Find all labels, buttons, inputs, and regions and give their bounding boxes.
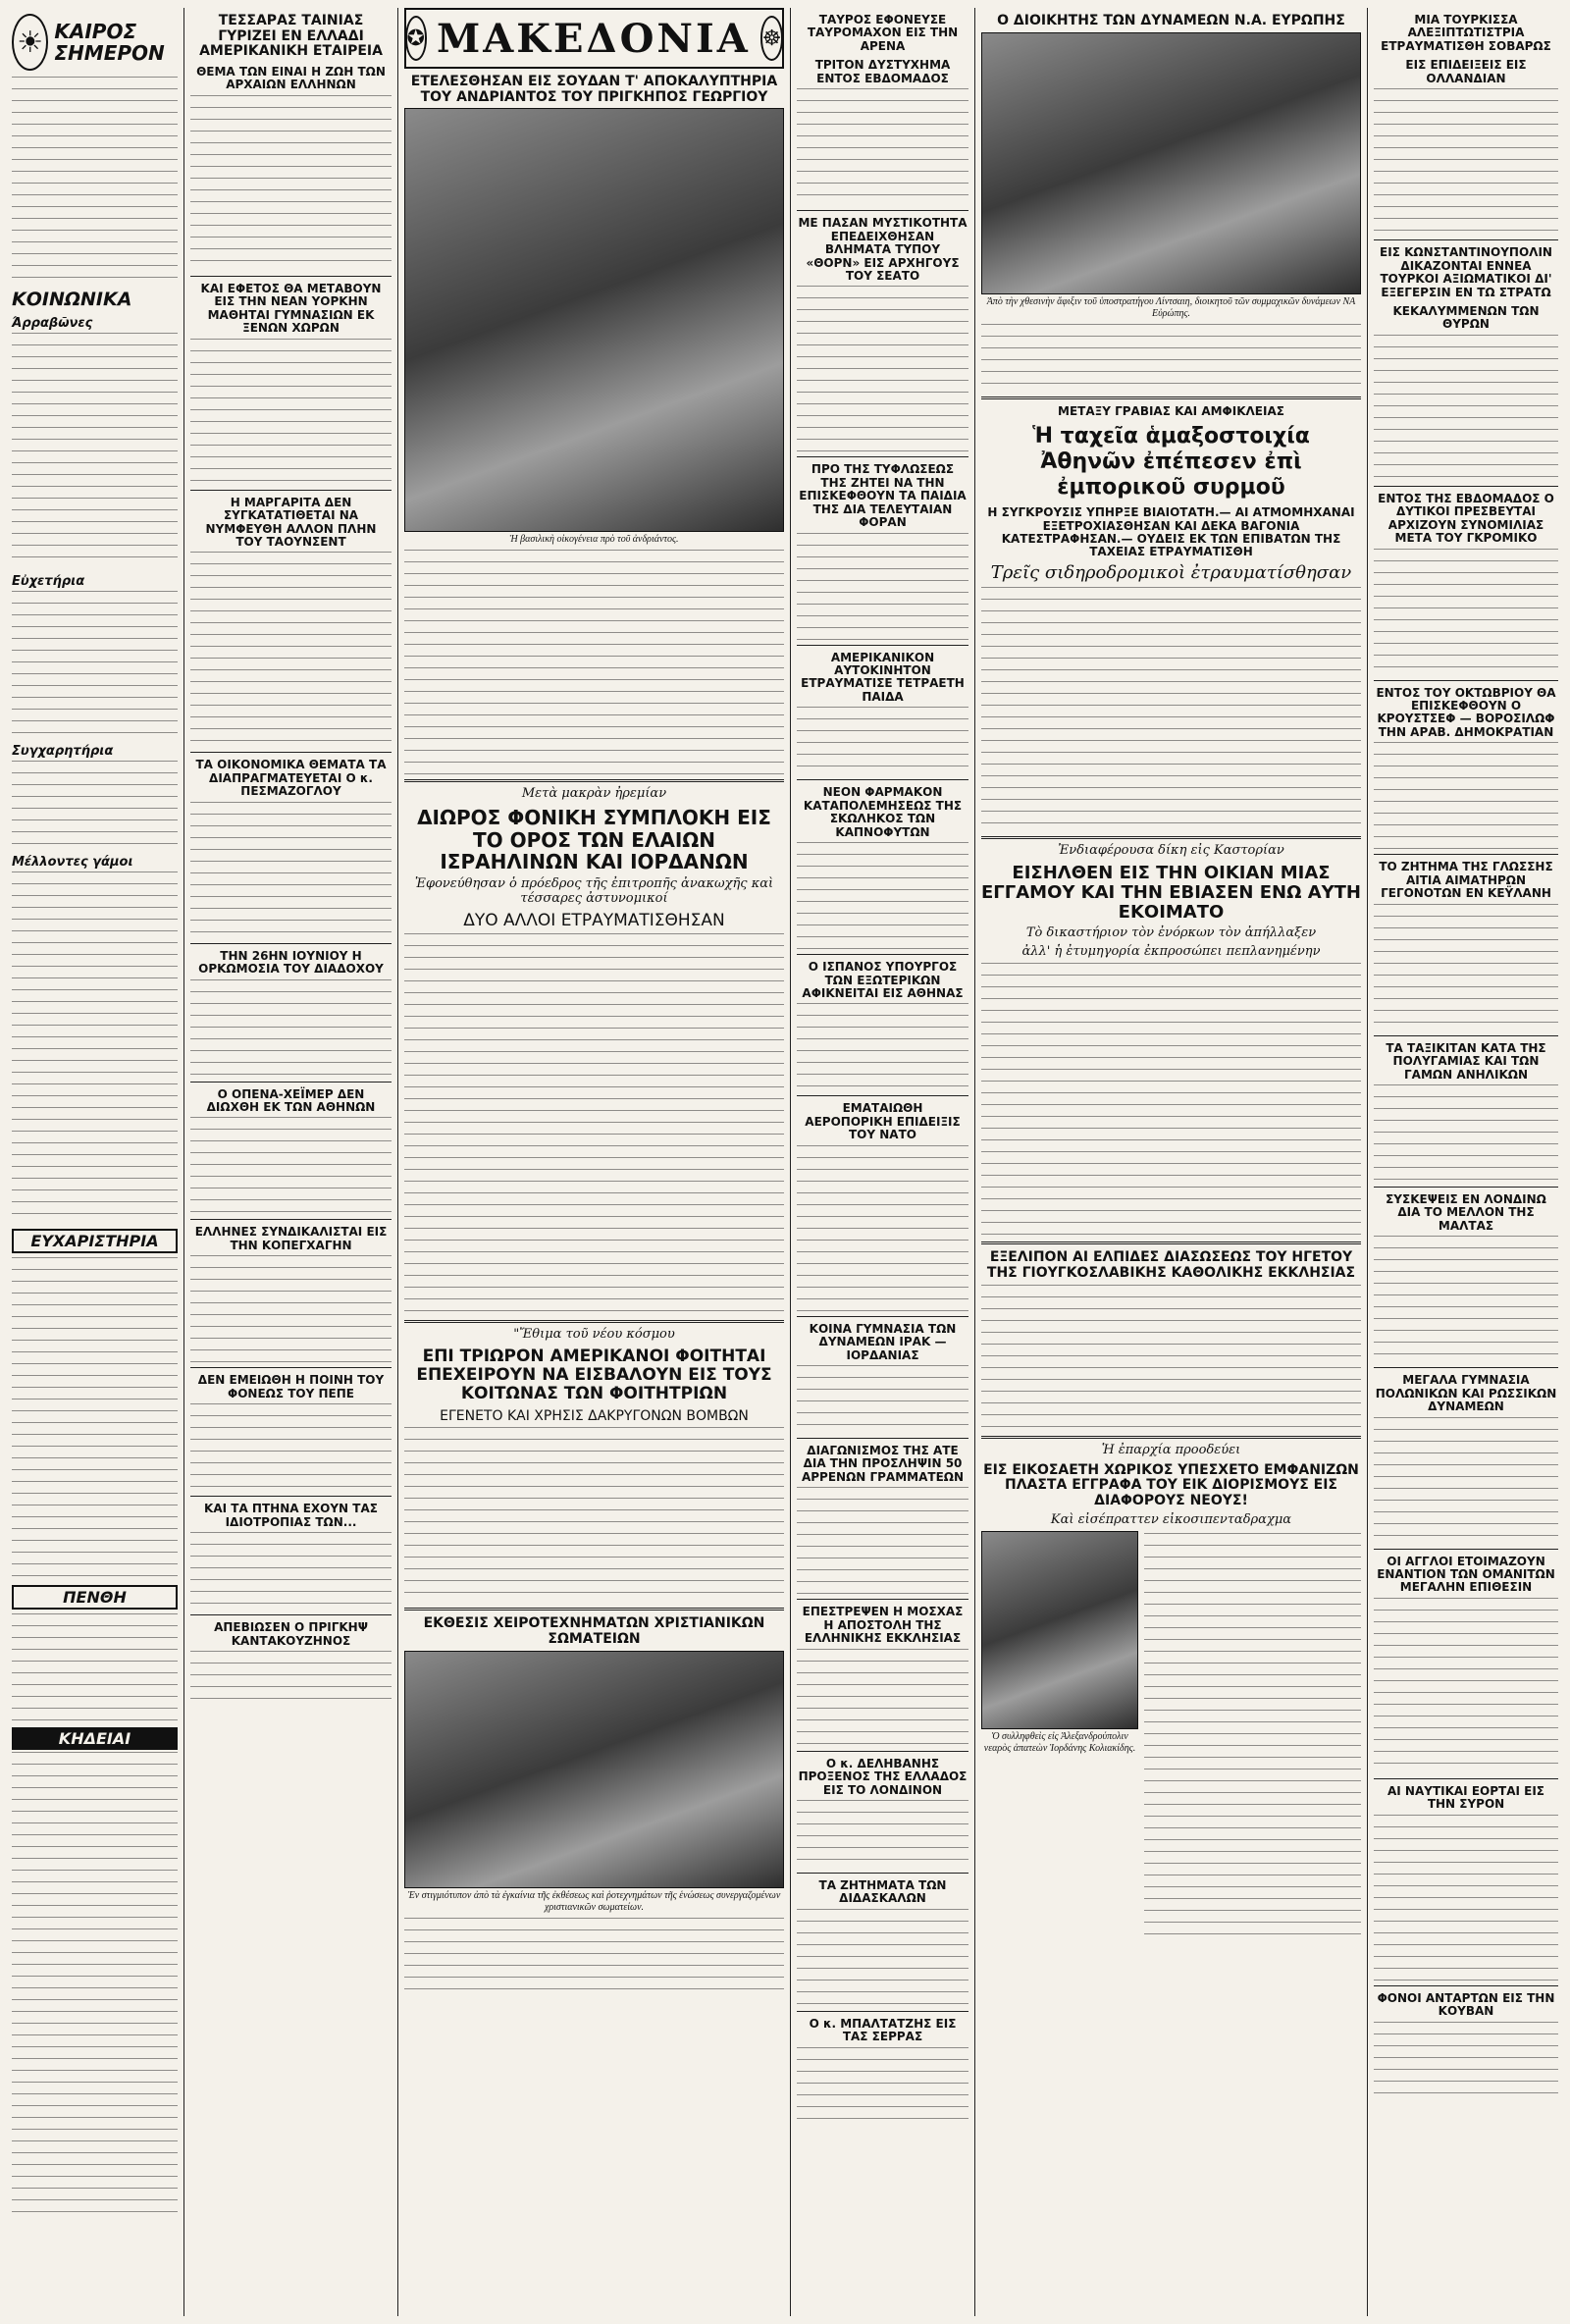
headline-baltatzis: Ο κ. ΜΠΑΛΤΑΤΖΗΣ ΕΙΣ ΤΑΣ ΣΕΡΡΑΣ [809,2016,957,2044]
nato-text [981,324,1361,393]
students-deck: ΕΓΕΝΕΤΟ ΚΑΙ ΧΡΗΣΙΣ ΔΑΚΡΥΓΟΝΩΝ ΒΟΜΒΩΝ [440,1407,749,1424]
masthead-emblem-left-icon: ✪ [405,16,427,61]
headline-omanis: ΟΙ ΑΓΓΛΟΙ ΕΤΟΙΜΑΖΟΥΝ ΕΝΑΝΤΙΟΝ ΤΩΝ ΟΜΑΝΙΤΩΝ ΜΕΓΑΛΗΝ ΕΠΙΘΕΣΙΝ [1377,1554,1555,1595]
kastoria-headline: ΕΙΣΗΛΘΕΝ ΕΙΣ ΤΗΝ ΟΙΚΙΑΝ ΜΙΑΣ ΕΓΓΑΜΟΥ ΚΑΙ ΤΗΝ ΕΒΙΑΣΕΝ ΕΝΩ ΑΥΤΗ ΕΚΟΙΜΑΤΟ [981,862,1361,924]
nato-caption: Ἀπὸ τὴν χθεσινὴν ἄφιξιν τοῦ ὑποστρατήγου Λίντσαιη, διοικητοῦ τῶν συμμαχικῶν δυνάμεων ΝΑ Εὐρώπης. [986,295,1356,319]
subhead-turkish-officers: ΚΕΚΑΛΥΜΜΕΝΩΝ ΤΩΝ ΘΥΡΩΝ [1392,303,1540,332]
headline-car: ΑΜΕΡΙΚΑΝΙΚΟΝ ΑΥΤΟΚΙΝΗΤΟΝ ΕΤΡΑΥΜΑΤΙΣΕ ΤΕΤΡΑΕΤΗ ΠΑΙΔΑ [801,650,965,704]
teachers-text [797,1909,968,2007]
gromyko-text [1374,549,1558,676]
statue-photo [404,108,784,532]
polygamy-text [1374,1084,1558,1183]
headline-nato-air: ΕΜΑΤΑΙΩΘΗ ΑΕΡΟΠΟΡΙΚΗ ΕΠΙΔΕΙΞΙΣ ΤΟΥ ΝΑΤΟ [805,1101,961,1142]
section-kideiai: ΚΗΔΕΙΑΙ [12,1727,178,1750]
masthead-emblem-right-icon: ☸ [760,16,784,61]
nato-air-text [797,1145,968,1312]
spain-text [797,1003,968,1091]
thorn-text [797,286,968,452]
headline-bull: ΤΑΥΡΟΣ ΕΦΟΝΕΥΣΕ ΤΑΥΡΟΜΑΧΟΝ ΕΙΣ ΤΗΝ ΑΡΕΝΑ [807,13,959,53]
exhibit-text [404,1918,784,1996]
headline-economic: ΤΑ ΟΙΚΟΝΟΜΙΚΑ ΘΕΜΑΤΑ ΤΑ ΔΙΑΠΡΑΓΜΑΤΕΥΕΤΑΙ Ο κ. ΠΕΣΜΑΖΟΓΛΟΥ [195,758,387,799]
pepe-text [190,1403,392,1492]
column-4 [791,8,975,2316]
penthi-text [12,1613,178,1721]
weather-text [12,77,178,283]
headline-ate: ΔΙΑΓΩΝΙΣΜΟΣ ΤΗΣ ΑΤΕ ΔΙΑ ΤΗΝ ΠΡΟΣΛΗΨΙΝ 50 ΑΡΡΕΝΩΝ ΓΡΑΜΜΑΤΕΩΝ [801,1444,965,1484]
weather-box [12,14,178,71]
gamoi-text [12,872,178,1225]
baltatzis-text [797,2047,968,2126]
headline-oath: ΤΗΝ 26ΗΝ ΙΟΥΝΙΟΥ Η ΟΡΚΩΜΟΣΙΑ ΤΟΥ ΔΙΑΔΟΧΟΥ [198,948,384,977]
oppenheimer-text [190,1117,392,1215]
kastoria-kicker: Ἐνδιαφέρουσα δίκη εἰς Καστορίαν [1058,842,1284,858]
nato-headline: Ο ΔΙΟΙΚΗΤΗΣ ΤΩΝ ΔΥΝΑΜΕΩΝ Ν.Α. ΕΥΡΩΠΗΣ [997,13,1345,28]
headline-polish-russian: ΜΕΓΑΛΑ ΓΥΜΝΑΣΙΑ ΠΟΛΩΝΙΚΩΝ ΚΑΙ ΡΩΣΣΙΚΩΝ ΔΥΝΑΜΕΩΝ [1375,1373,1557,1414]
suspect-caption: Ὁ συλληφθεὶς εἰς Ἀλεξανδρούπολιν νεαρὸς ἀπατεὼν Ἰορδάνης Κολιακίδης. [983,1730,1136,1754]
lead-text [404,550,784,775]
section-sygkharitiria: Συγχαρητήρια [12,744,114,759]
nato-photo [981,32,1361,294]
kastoria-text [981,963,1361,1238]
birds-text [190,1532,392,1611]
iraq-text [797,1365,968,1434]
section-koinonika: ΚΟΙΝΩΝΙΚΑ [12,289,132,310]
kastoria-subhead-1: Τὸ δικαστήριον τὸν ἐνόρκων τὸν ἀπήλλαξεν [1025,925,1317,941]
section-eukhetiria: Εὐχετήρια [12,574,85,589]
statue-caption: Ἡ βασιλικὴ οἰκογένεια πρὸ τοῦ ἀνδριάντος. [509,534,679,546]
headline-spain: Ο ΙΣΠΑΝΟΣ ΥΠΟΥΡΓΟΣ ΤΩΝ ΕΞΩΤΕΡΙΚΩΝ ΑΦΙΚΝΕΙΤΑΙ ΕΙΣ ΑΘΗΝΑΣ [802,960,964,1000]
headline-cuba: ΦΟΝΟΙ ΑΝΤΑΡΤΩΝ ΕΙΣ ΤΗΝ ΚΟΥΒΑΝ [1377,1990,1555,2019]
headline-blind: ΠΡΟ ΤΗΣ ΤΥΦΛΩΣΕΩΣ ΤΗΣ ΖΗΤΕΙ ΝΑ ΤΗΝ ΕΠΙΣΚΕΦΘΟΥΝ ΤΑ ΠΑΙΔΙΑ ΤΗΣ ΔΙΑ ΤΕΛΕΥΤΑΙΑΝ ΦΟΡΑΝ [799,462,967,530]
headline-gromyko: ΕΝΤΟΣ ΤΗΣ ΕΒΔΟΜΑΔΟΣ Ο ΔΥΤΙΚΟΙ ΠΡΕΣΒΕΥΤΑΙ ΑΡΧΙΖΟΥΝ ΣΥΝΟΜΙΛΙΑΣ ΜΕΤΑ ΤΟΥ ΓΚΡΟΜΙΚΟ [1378,491,1554,546]
headline-pepe: ΔΕΝ ΕΜΕΙΩΘΗ Η ΠΟΙΝΗ ΤΟΥ ΦΟΝΕΩΣ ΤΟΥ ΠΕΠΕ [197,1373,385,1400]
jordan-subhead: Ἐφονεύθησαν ὁ πρόεδρος τῆς ἐπιτροπῆς ἀνακωχῆς καὶ τέσσαρες ἀστυνομικοί [414,875,774,906]
headline-margaret: Η ΜΑΡΓΑΡΙΤΑ ΔΕΝ ΣΥΓΚΑΤΑΤΙΘΕΤΑΙ ΝΑ ΝΥΜΦΕΥΘΗ ΑΛΛΟΝ ΠΛΗΝ ΤΟΥ ΤΑΟΥΝΣΕΝΤ [205,495,377,549]
yugo-headline: ΕΞΕΛΙΠΟΝ ΑΙ ΕΛΠΙΔΕΣ ΔΙΑΣΩΣΕΩΣ ΤΟΥ ΗΓΕΤΟΥ ΤΗΣ ΓΙΟΥΓΚΟΣΛΑΒΙΚΗΣ ΚΑΘΟΛΙΚΗΣ ΕΚΚΛΗΣΙΑΣ [986,1249,1356,1281]
headline-delivanis: Ο κ. ΔΕΛΗΒΑΝΗΣ ΠΡΟΞΕΝΟΣ ΤΗΣ ΕΛΛΑΔΟΣ ΕΙΣ ΤΟ ΛΟΝΔΙΝΟΝ [798,1756,968,1797]
eukharistiria-text [12,1257,178,1581]
section-eukharistiria: ΕΥΧΑΡΙΣΤΗΡΙΑ [12,1229,178,1253]
delivanis-text [797,1800,968,1869]
yugo-text [981,1285,1361,1432]
headline-tobacco: ΝΕΟΝ ΦΑΡΜΑΚΟΝ ΚΑΤΑΠΟΛΕΜΗΣΕΩΣ ΤΗΣ ΣΚΩΛΗΚΟΣ ΤΩΝ ΚΑΠΝΟΦΥΤΩΝ [803,785,963,839]
kantakouzinos-text [190,1651,392,1710]
headline-thorn: ΜΕ ΠΑΣΑΝ ΜΥΣΤΙΚΟΤΗΤΑ ΕΠΕΔΕΙΧΘΗΣΑΝ ΒΛΗΜΑΤΑ ΤΥΠΟΥ «ΘΟΡΝ» ΕΙΣ ΑΡΧΗΓΟΥΣ ΤΟΥ ΣΕΑΤΟ [798,216,968,283]
headline-films: ΤΕΣΣΑΡΑΣ ΤΑΙΝΙΑΣ ΓΥΡΙΖΕΙ ΕΝ ΕΛΛΑΔΙ ΑΜΕΡΙΚΑΝΙΚΗ ΕΤΑΙΡΕΙΑ [199,13,383,60]
weather-title: ΚΑΙΡΟΣ ΣΗΜΕΡΟΝ [54,20,165,65]
oath-text [190,979,392,1078]
jordan-text [404,933,784,1316]
jordan-headline: ΔΙΩΡΟΣ ΦΟΝΙΚΗ ΣΥΜΠΛΟΚΗ ΕΙΣ ΤΟ ΟΡΟΣ ΤΩΝ ΕΛΑΙΩΝ ΙΣΡΑΗΛΙΝΩΝ ΚΑΙ ΙΟΡΔΑΝΩΝ [417,806,771,874]
headline-birds: ΚΑΙ ΤΑ ΠΤΗΝΑ ΕΧΟΥΝ ΤΑΣ ΙΔΙΟΤΡΟΠΙΑΣ ΤΩΝ... [204,1502,378,1529]
kideiai-text [12,1752,178,2223]
margaret-text [190,552,392,748]
subhead-parachutist: ΕΙΣ ΕΠΙΔΕΙΞΕΙΣ ΕΙΣ ΟΛΛΑΝΔΙΑΝ [1405,58,1527,85]
headline-new-york: ΚΑΙ ΕΦΕΤΟΣ ΘΑ ΜΕΤΑΒΟΥΝ ΕΙΣ ΤΗΝ ΝΕΑΝ ΥΟΡΚΗΝ ΜΑΘΗΤΑΙ ΓΥΜΝΑΣΙΩΝ ΕΚ ΞΕΝΩΝ ΧΩΡΩΝ [200,281,382,336]
exhibit-caption: Ἐν στιγμιότυπον ἀπὸ τὰ ἐγκαίνια τῆς ἐκθέσεως καὶ ῥοτεχνημάτων τῆς ἑνώσεως συνεργαζομένων χριστιανικῶν σωματείων. [407,1889,781,1913]
column-5 [975,8,1368,2316]
headline-teachers: ΤΑ ΖΗΤΗΜΑΤΑ ΤΩΝ ΔΙΔΑΣΚΑΛΩΝ [818,1877,947,1906]
headline-polygamy: ΤΑ ΤΑΞΙΚΙΤΑΝ ΚΑΤΑ ΤΗΣ ΠΟΛΥΓΑΜΙΑΣ ΚΑΙ ΤΩΝ ΓΑΜΩΝ ΑΝΗΛΙΚΩΝ [1386,1040,1546,1082]
column-3 [398,8,791,2316]
train-text [981,587,1361,832]
students-kicker: "Ἔθιμα τοῦ νέου κόσμου [513,1326,675,1342]
cuba-text [1374,2022,1558,2100]
jordan-deck: ΔΥΟ ΑΛΛΟΙ ΕΤΡΑΥΜΑΤΙΣΘΗΣΑΝ [463,910,725,930]
exhibit-headline: ΕΚΘΕΣΙΣ ΧΕΙΡΟΤΕΧΝΗΜΑΤΩΝ ΧΡΙΣΤΙΑΝΙΚΩΝ ΣΩΜΑΤΕΙΩΝ [423,1615,765,1647]
village-kicker: Ἡ ἐπαρχία προοδεύει [1101,1442,1241,1457]
village-subhead: Καὶ εἰσέπραττεν εἰκοσιπενταδραχμα [1050,1511,1292,1527]
headline-ceylon: ΤΟ ΖΗΤΗΜΑ ΤΗΣ ΓΛΩΣΣΗΣ ΑΙΤΙΑ ΑΙΜΑΤΗΡΩΝ ΓΕΓΟΝΟΤΩΝ ΕΝ ΚΕΫΛΑΝΗ [1379,860,1553,901]
bull-text [797,88,968,206]
arravones-text [12,333,178,568]
column-6 [1368,8,1564,2316]
parachutist-text [1374,88,1558,236]
omanis-text [1374,1598,1558,1774]
headline-khrushchev: ΕΝΤΟΣ ΤΟΥ ΟΚΤΩΒΡΙΟΥ ΘΑ ΕΠΙΣΚΕΦΘΟΥΝ Ο ΚΡΟΥΣΤΣΕΦ — ΒΟΡΟΣΙΛΩΦ ΤΗΝ ΑΡΑΒ. ΔΗΜΟΚΡΑΤΙΑΝ [1376,685,1556,739]
headline-unionists: ΕΛΛΗΝΕΣ ΣΥΝΔΙΚΑΛΙΣΤΑΙ ΕΙΣ ΤΗΝ ΚΟΠΕΓΧΑΓΗΝ [194,1225,388,1252]
polish-russian-text [1374,1417,1558,1545]
jordan-kicker: Μετὰ μακρὰν ἠρεμίαν [521,786,667,802]
section-mellontes-gamoi: Μέλλοντες γάμοι [12,855,133,870]
sun-icon: ☀ [12,14,48,71]
train-subhead: Η ΣΥΓΚΡΟΥΣΙΣ ΥΠΗΡΞΕ ΒΙΑΙΟΤΑΤΗ.— ΑΙ ΑΤΜΟΜΗΧΑΝΑΙ ΕΞΕΤΡΟΧΙΑΣΘΗΣΑΝ ΚΑΙ ΔΕΚΑ ΒΑΓΟΝΙΑ ΚΑΤΕΣΤΡΑΦΗΣΑΝ.— ΟΥΔΕΙΣ ΕΚ ΤΩΝ ΕΠΙΒΑΤΩΝ ΤΗΣ ΤΑΧΕΙΑΣ ΕΤΡΑΥΜΑΤΙΣΘΗ [987,505,1355,559]
car-text [797,707,968,775]
students-text [404,1427,784,1604]
column-1 [6,8,184,2316]
masthead [404,8,784,69]
syros-text [1374,1815,1558,1981]
moscow-text [797,1649,968,1747]
students-headline: ΕΠΙ ΤΡΙΩΡΟΝ ΑΜΕΡΙΚΑΝΟΙ ΦΟΙΤΗΤΑΙ ΕΠΕΧΕΙΡΟΥΝ ΝΑ ΕΙΣΒΑΛΟΥΝ ΕΙΣ ΤΟΥΣ ΚΟΙΤΩΝΑΣ ΤΩΝ ΦΟΙΤΗΤΡΙΩΝ [416,1346,772,1403]
headline-turkish-officers: ΕΙΣ ΚΩΝΣΤΑΝΤΙΝΟΥΠΟΛΙΝ ΔΙΚΑΖΟΝΤΑΙ ΕΝΝΕΑ ΤΟΥΡΚΟΙ ΑΞΙΩΜΑΤΙΚΟΙ ΔΙ' ΕΞΕΓΕΡΣΙΝ ΕΝ ΤΩ ΣΤΡΑΤΩ [1380,245,1552,299]
khrushchev-text [1374,742,1558,850]
headline-moscow: ΕΠΕΣΤΡΕΨΕΝ Η ΜΟΣΧΑΣ Η ΑΠΟΣΤΟΛΗ ΤΗΣ ΕΛΛΗΝΙΚΗΣ ΕΚΚΛΗΣΙΑΣ [802,1605,964,1646]
ate-text [797,1487,968,1595]
unionists-text [190,1255,392,1363]
headline-oppenheimer: Ο ΟΠΕΝΑ-ΧΕΪΜΕΡ ΔΕΝ ΔΙΩΧΘΗ ΕΚ ΤΩΝ ΑΘΗΝΩΝ [206,1086,376,1115]
headline-iraq: ΚΟΙΝΑ ΓΥΜΝΑΣΙΑ ΤΩΝ ΔΥΝΑΜΕΩΝ ΙΡΑΚ — ΙΟΡΔΑΝΙΑΣ [809,1321,957,1362]
sygkharitiria-text [12,761,178,849]
eukhetiria-text [12,591,178,738]
train-headline: Ἡ ταχεῖα ἁμαξοστοιχία Ἀθηνῶν ἐπέπεσεν ἐπὶ ἐμπορικοῦ συρμοῦ [1032,424,1310,501]
headline-syros: ΑΙ ΝΑΥΤΙΚΑΙ ΕΟΡΤΑΙ ΕΙΣ ΤΗΝ ΣΥΡΟΝ [1387,1783,1544,1812]
kastoria-subhead-2: ἀλλ' ἡ ἐτυμηγορία ἐκπροσώπει πεπλανημένην [1021,944,1321,960]
malta-text [1374,1236,1558,1363]
tobacco-text [797,842,968,950]
masthead-title: ΜΑΚΕΔΟΝΙΑ [436,15,751,62]
column-2 [184,8,398,2316]
turkish-officers-text [1374,335,1558,482]
blind-text [797,533,968,641]
headline-malta: ΣΥΣΚΕΨΕΙΣ ΕΝ ΛΟΝΔΙΝΩ ΔΙΑ ΤΟ ΜΕΛΛΟΝ ΤΗΣ ΜΑΛΤΑΣ [1386,1191,1546,1233]
subhead-bull: ΤΡΙΤΟΝ ΔΥΣΤΥΧΗΜΑ ΕΝΤΟΣ ΕΒΔΟΜΑΔΟΣ [814,58,951,85]
village-text [1144,1533,1361,1945]
headline-kantakouzinos: ΑΠΕΒΙΩΣΕΝ Ο ΠΡΙΓΚΗΨ ΚΑΝΤΑΚΟΥΖΗΝΟΣ [214,1620,368,1648]
lead-headline: ΕΤΕΛΕΣΘΗΣΑΝ ΕΙΣ ΣΟΥΔΑΝ Τ' ΑΠΟΚΑΛΥΠΤΗΡΙΑ ΤΟΥ ΑΝΔΡΙΑΝΤΟΣ ΤΟΥ ΠΡΙΓΚΗΠΟΣ ΓΕΩΡΓΙΟΥ [410,74,778,105]
suspect-photo [981,1531,1138,1729]
train-deck: Τρεῖς σιδηροδρομικοὶ ἐτραυματίσθησαν [990,561,1352,583]
village-headline: ΕΙΣ ΕΙΚΟΣΑΕΤΗ ΧΩΡΙΚΟΣ ΥΠΕΣΧΕΤΟ ΕΜΦΑΝΙΖΩΝ ΠΛΑΣΤΑ ΕΓΓΡΑΦΑ ΤΟΥ ΕΙΚ ΔΙΟΡΙΣΜΟΥΣ ΕΙΣ ΔΙΑΦΟΡΟΥΣ ΝΕΟΥΣ! [983,1461,1359,1509]
exhibit-photo [404,1651,784,1888]
headline-parachutist: ΜΙΑ ΤΟΥΡΚΙΣΣΑ ΑΛΕΞΙΠΤΩΤΙΣΤΡΙΑ ΕΤΡΑΥΜΑΤΙΣΘΗ ΣΟΒΑΡΩΣ [1381,13,1551,53]
subhead-films: ΘΕΜΑ ΤΩΝ ΕΙΝΑΙ Η ΖΩΗ ΤΩΝ ΑΡΧΑΙΩΝ ΕΛΛΗΝΩΝ [196,65,386,92]
train-kicker: ΜΕΤΑΞΥ ΓΡΑΒΙΑΣ ΚΑΙ ΑΜΦΙΚΛΕΙΑΣ [1058,403,1284,418]
economic-text [190,802,392,939]
section-arravones: Άρραβῶνες [12,316,93,331]
ceylon-text [1374,904,1558,1031]
new-york-text [190,339,392,486]
section-penthi: ΠΕΝΘΗ [12,1585,178,1610]
films-text [190,95,392,272]
